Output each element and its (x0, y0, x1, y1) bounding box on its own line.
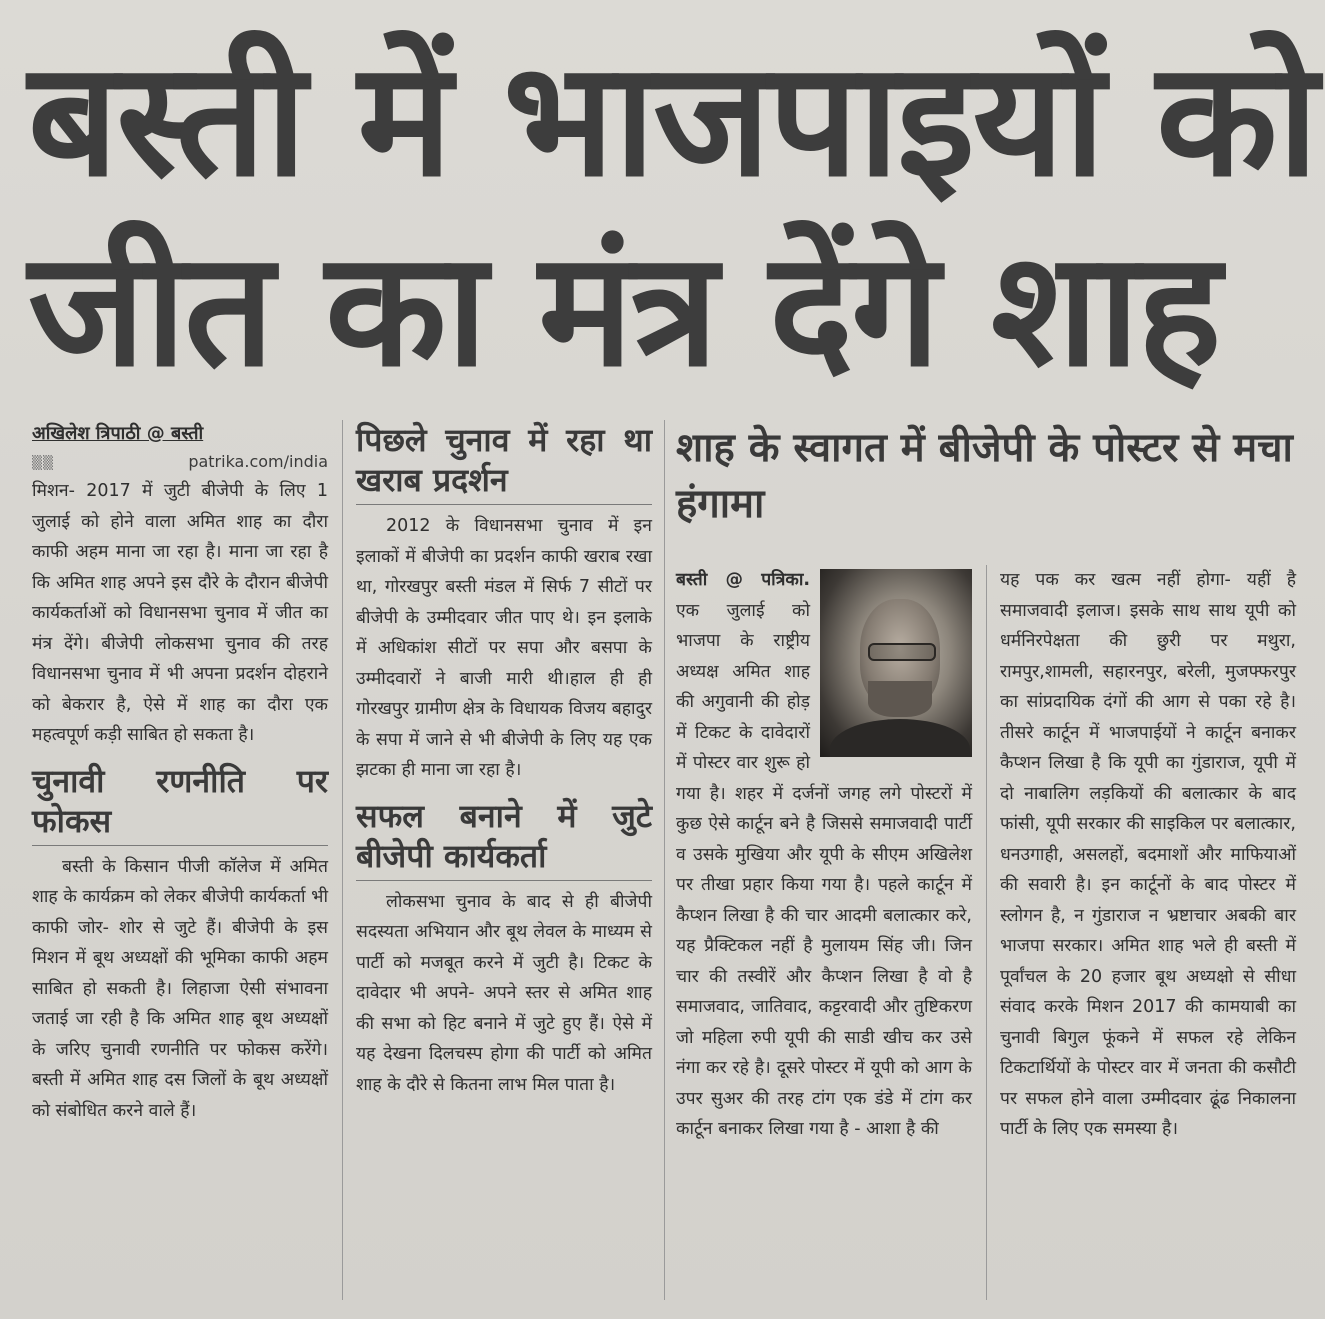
subheading: पिछले चुनाव में रहा था खराब प्रदर्शन (356, 420, 652, 505)
column-3 (676, 565, 972, 1145)
article-paragraph: बस्ती के किसान पीजी कॉलेज में अमित शाह के कार्यक्रम को लेकर बीजेपी कार्यकर्ता भी काफी जोर- शोर से जुटे हैं। बीजेपी के इस मिशन में बूथ अध्यक्षों की भूमिका काफी अहम साबित हो सकती है। लिहाजा ऐसी संभावना जताई जा रही है कि अमित शाह बूथ अध्यक्षों के जरिए चुनावी रणनीति पर फोकस करेंगे। बस्ती में अमित शाह दस जिलों के बूथ अध्यक्षों को संबोधित करने वाले हैं। (32, 856, 328, 1121)
website-row (32, 448, 328, 476)
article-paragraph: 2012 के विधानसभा चुनाव में इन इलाकों में बीजेपी का प्रदर्शन काफी खराब रखा था, गोरखपुर बस्ती मंडल में सिर्फ 7 सीटों पर बीजेपी के उम्मीदवार जीत पाए थे। इन इलाके में अधिकांश सीटों पर सपा और बसपा के उम्मीदवारों ने बाजी मारी थी।हाल ही ही गोरखपुर ग्रामीण क्षेत्र के विधायक विजय बहादुर के सपा में जाने से भी बीजेपी के लिए यह एक झटका ही माना जा रहा है। (356, 516, 652, 780)
amit-shah-photo (820, 569, 972, 757)
subheading: सफल बनाने में जुटे बीजेपी कार्यकर्ता (356, 796, 652, 881)
article-paragraph: यह पक कर खत्म नहीं होगा- यहीं है समाजवादी इलाज। इसके साथ साथ यूपी को धर्मनिरपेक्षता की छुरी पर मथुरा, रामपुर,शामली, सहारनपुर, बरेली, मुजफ्फरपुर का सांप्रदायिक दंगों की आग से पका रहे है। तीसरे कार्टून में भाजपाईयों ने कार्टून बनाकर कैप्शन लिखा है कि यूपी का गुंडाराज, यूपी में दो नाबालिग लड़कियों की बलात्कार के बाद फांसी, यूपी सरकार की साइकिल पर बलात्कार, धनउगाही, असलहों, बदमाशों और माफियाओं की सवारी है। इन कार्टूनों के बाद पोस्टर में स्लोगन है, न गुंडाराज न भ्रष्टाचार अबकी बार भाजपा सरकार। अमित शाह भले ही बस्ती में पूर्वांचल के 20 हजार बूथ अध्यक्षो से सीधा संवाद करके मिशन 2017 की कामयाबी का चुनावी बिगुल फूंकने में सफल रहे लेकिन टिकटार्थियों के पोस्टर वार में जनता की कसौटी पर सफल होने वाला उम्मीदवार ढूंढ निकालना पार्टी के लिए एक समस्या है। (1000, 570, 1296, 1139)
website-label: patrika.com/india (188, 452, 328, 471)
column-4 (1000, 565, 1296, 1145)
article-paragraph: मिशन- 2017 में जुटी बीजेपी के लिए 1 जुलाई को होने वाला अमित शाह का दौरा काफी अहम माना जा रहा है। माना जा रहा है कि अमित शाह अपने इस दौरे के दौरान बीजेपी कार्यकर्ताओं को विधानसभा चुनाव में जीत का मंत्र देंगे। बीजेपी लोकसभा चुनाव की तरह विधानसभा चुनाव में भी अपना प्रदर्शन दोहराने को बेकरार है, ऐसे में शाह का दौरा एक महत्वपूर्ण कड़ी साबित हो सकता है। (32, 481, 328, 745)
shirt-shape (830, 719, 970, 757)
article-paragraph: लोकसभा चुनाव के बाद से ही बीजेपी सदस्यता अभियान और बूथ लेवल के माध्यम से पार्टी को मजबूत करने में जुटी है। टिकट के दावेदार भी अपने- अपने स्तर से अमित शाह की सभा को हिट बनाने में जुटे हुए हैं। ऐसे में यह देखना दिलचस्प होगा की पार्टी को अमित शाह के दौरे से कितना लाभ मिल पाता है। (356, 891, 652, 1095)
column-divider (664, 420, 665, 1300)
subheading: चुनावी रणनीति पर फोकस (32, 761, 328, 846)
main-headline-line-1: बस्ती में भाजपाइयों को (28, 28, 1317, 212)
dateline: बस्ती @ पत्रिका. (676, 570, 810, 590)
glasses-shape (868, 643, 936, 661)
main-headline-line-2: जीत का मंत्र देंगे शाह (28, 218, 1220, 402)
column-divider (986, 565, 987, 1300)
article-text: एक जुलाई को भाजपा के राष्ट्रीय अध्यक्ष अमित शाह की अगुवानी की होड़ में टिकट के दावेदारों में पोस्टर वार शुरू हो गया है। शहर में दर्जनों जगह लगे पोस्टरों में कुछ ऐसे कार्टून बने है जिससे समाजवादी पार्टी व उसके मुखिया और यूपी के सीएम अखिलेश पर तीखा प्रहार किया गया है। पहले कार्टून में कैप्शन लिखा है की चार आदमी बलात्कार करे, यह प्रैक्टिकल नहीं है मुलायम सिंह जी। जिन चार की तस्वीरें और कैप्शन लिखा है वो है समाजवाद, जातिवाद, कट्टरवादी और तुष्टिकरण जो महिला रुपी यूपी की साडी खीच कर उसे नंगा कर रहे है। दूसरे पोस्टर में यूपी को आग के उपर सुअर की तरह टांग एक डंडे में टांग कर कार्टून बनाकर लिखा गया है - आशा है की (676, 600, 972, 1139)
byline: अखिलेश त्रिपाठी @ बस्ती (32, 423, 204, 444)
column-2 (356, 420, 652, 1100)
column-divider (342, 420, 343, 1300)
beard-shape (868, 681, 932, 717)
column-1 (32, 420, 328, 1126)
decorative-pattern-icon: ▒▒ (32, 456, 54, 471)
story-headline: शाह के स्वागत में बीजेपी के पोस्टर से मचा हंगामा (676, 425, 1293, 527)
